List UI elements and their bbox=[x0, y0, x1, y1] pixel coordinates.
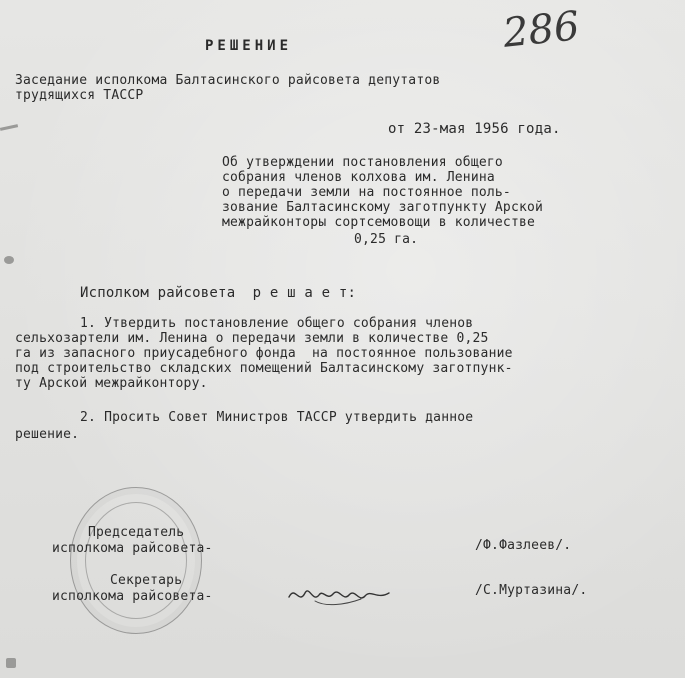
document-title: РЕШЕНИЕ bbox=[205, 38, 293, 54]
scan-artifact bbox=[4, 256, 14, 264]
paragraph-line: 2. Просить Совет Министров ТАССР утвердить данное bbox=[80, 410, 474, 425]
handwritten-signature bbox=[285, 575, 395, 615]
subject-line: зование Балтасинскому заготпункту Арской bbox=[222, 200, 544, 215]
chairman-title-2: исполкома райсовета- bbox=[52, 541, 213, 556]
document-date: от 23-мая 1956 года. bbox=[388, 121, 561, 137]
paragraph-line: под строительство складских помещений Балтасинскому заготпунк- bbox=[15, 361, 513, 376]
scan-artifact bbox=[6, 658, 16, 668]
scan-artifact bbox=[0, 124, 18, 131]
secretary-name: /С.Муртазина/. bbox=[475, 583, 588, 598]
chairman-title-1: Председатель bbox=[88, 525, 185, 540]
subject-line: Об утверждении постановления общего bbox=[222, 155, 503, 170]
resolve-intro: Исполком райсовета р е ш а е т: bbox=[80, 285, 357, 301]
subject-line: собрания членов колхова им. Ленина bbox=[222, 170, 495, 185]
header-line-2: трудящихся ТАССР bbox=[15, 88, 144, 103]
paragraph-line: га из запасного приусадебного фонда на постоянное пользование bbox=[15, 346, 513, 361]
subject-line: 0,25 га. bbox=[354, 232, 419, 247]
paragraph-line: ту Арской межрайконтору. bbox=[15, 376, 208, 391]
round-seal-stamp bbox=[70, 487, 202, 634]
secretary-title-2: исполкома райсовета- bbox=[52, 589, 213, 604]
subject-line: межрайконторы сортсемовощи в количестве bbox=[222, 215, 536, 230]
paragraph-line: сельхозартели им. Ленина о передачи земли в количестве 0,25 bbox=[15, 331, 489, 346]
paragraph-line: 1. Утвердить постановление общего собрания членов bbox=[80, 316, 474, 331]
archive-number: 286 bbox=[500, 3, 582, 57]
header-line-1: Заседание исполкома Балтасинского райсовета депутатов bbox=[15, 73, 441, 88]
chairman-name: /Ф.Фазлеев/. bbox=[475, 538, 572, 553]
paragraph-line: решение. bbox=[15, 427, 80, 442]
secretary-title-1: Секретарь bbox=[110, 573, 183, 588]
subject-line: о передачи земли на постоянное поль- bbox=[222, 185, 511, 200]
